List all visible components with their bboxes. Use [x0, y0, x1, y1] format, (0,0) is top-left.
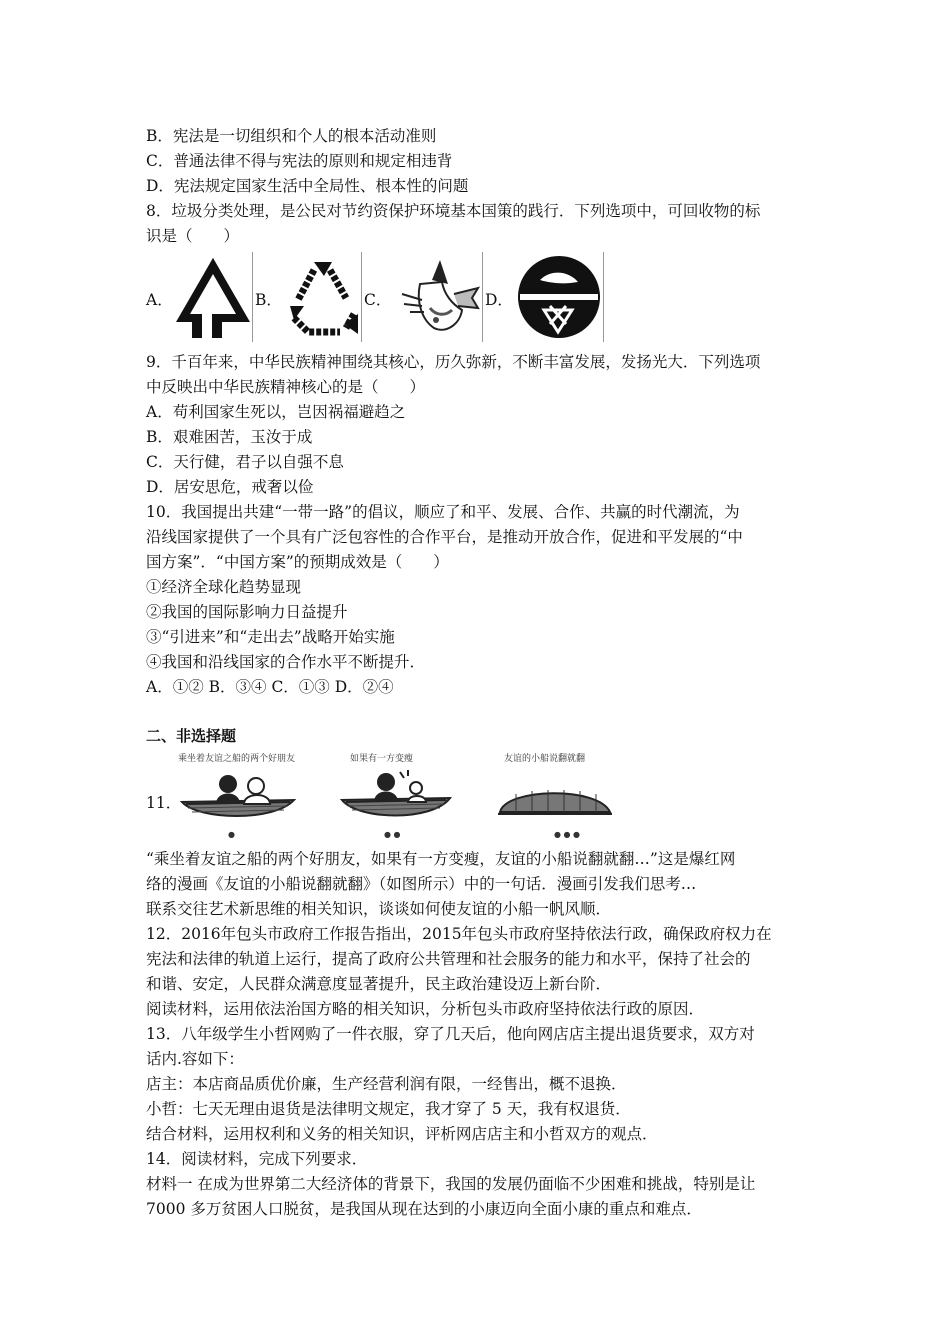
- q10-options: A．①② B．③④ C．①③ D．②④: [146, 678, 394, 696]
- q8-stem-line1: 8．垃圾分类处理，是公民对节约资保护环境基本国策的践行．下列选项中，可回收物的标: [146, 202, 761, 220]
- q14-line1: 14．阅读材料，完成下列要求．: [146, 1150, 368, 1168]
- q10-stem-line1: 10．我国提出共建“一带一路”的倡议，顺应了和平、发展、合作、共赢的时代潮流，为: [146, 503, 740, 521]
- cartoon-caption-1: 乘坐着友谊之船的两个好朋友: [178, 754, 296, 764]
- q12-line3: 和谐、安定，人民群众满意度显著提升，民主政治建设迈上新台阶．: [146, 975, 612, 993]
- cartoon-dots-1: ●: [228, 830, 235, 839]
- exam-page: [146, 124, 816, 1222]
- q9-option-c: C．天行健，君子以自强不息: [146, 453, 344, 471]
- q7-option-d: D．宪法规定国家生活中全局性、根本性的问题: [146, 177, 469, 195]
- divider-3: [482, 252, 483, 342]
- food-waste-icon: [392, 254, 484, 340]
- q13-line1: 13．八年级学生小哲网购了一件衣服，穿了几天后，他向网店店主提出退货要求，双方对: [146, 1025, 755, 1043]
- q9-option-a: A．苟利国家生死以，岂因祸福避趋之: [146, 403, 406, 421]
- q10-item-4: ④我国和沿线国家的合作水平不断提升．: [146, 653, 426, 671]
- q12-line4: 阅读材料，运用依法治国方略的相关知识，分析包头市政府坚持依法行政的原因．: [146, 1000, 705, 1018]
- boat-capsized-icon: [496, 764, 614, 826]
- q8-label-a: A．: [146, 291, 173, 309]
- q13-line3: 店主：本店商品质优价廉，生产经营利润有限，一经售出，概不退换．: [146, 1075, 627, 1093]
- cartoon-panel-3: [496, 751, 614, 839]
- q9-stem-line2: 中反映出中华民族精神核心的是（ ）: [146, 378, 426, 396]
- recycle-arrows-icon: [284, 254, 362, 340]
- cartoon-dots-3: ● ● ●: [554, 830, 581, 839]
- recycle-triangle-icon: [172, 254, 254, 340]
- q8-label-b: B．: [255, 291, 282, 309]
- cartoon-dots-2: ● ●: [384, 830, 401, 839]
- q9-option-d: D．居安思危，戒奢以俭: [146, 478, 314, 496]
- q11-cartoon: [146, 751, 816, 843]
- q12-line2: 宪法和法律的轨道上运行，提高了政府公共管理和社会服务的能力和水平，保持了社会的: [146, 950, 751, 968]
- hazard-circle-icon: [516, 254, 602, 340]
- section-title: 二、非选择题: [146, 727, 237, 745]
- q10-item-3: ③“引进来”和“走出去”战略开始实施: [146, 628, 395, 646]
- divider-1: [252, 252, 253, 342]
- divider-4: [603, 252, 604, 342]
- q13-line4: 小哲：七天无理由退货是法律明文规定，我才穿了 5 天，我有权退货．: [146, 1100, 631, 1118]
- q9-option-b: B．艰难困苦，玉汝于成: [146, 428, 313, 446]
- q11-text-line1: “乘坐着友谊之船的两个好朋友，如果有一方变瘦，友谊的小船说翻就翻…”这是爆红网: [146, 850, 736, 868]
- q10-item-2: ②我国的国际影响力日益提升: [146, 603, 348, 621]
- boat-tilt-icon: [338, 764, 454, 826]
- q10-stem-line2: 沿线国家提供了一个具有广泛包容性的合作平台，是推动开放合作，促进和平发展的“中: [146, 528, 743, 546]
- cartoon-panel-2: [338, 751, 454, 839]
- cartoon-caption-2: 如果有一方变瘦: [350, 754, 414, 764]
- q8-label-d: D．: [485, 291, 513, 309]
- boat-friends-icon: [178, 764, 298, 826]
- cartoon-panel-1: [178, 751, 298, 839]
- q10-item-1: ①经济全球化趋势显现: [146, 578, 302, 596]
- q11-number: 11．: [146, 794, 182, 812]
- divider-2: [361, 252, 362, 342]
- q7-option-b: B．宪法是一切组织和个人的根本活动准则: [146, 127, 437, 145]
- q13-line2: 话内.容如下：: [146, 1050, 244, 1068]
- q13-line5: 结合材料，运用权利和义务的相关知识，评析网店店主和小哲双方的观点．: [146, 1125, 658, 1143]
- q14-line2: 材料一 在成为世界第二大经济体的背景下，我国的发展仍面临不少困难和挑战，特别是让: [146, 1175, 756, 1193]
- q9-stem-line1: 9．千百年来，中华民族精神围绕其核心，历久弥新，不断丰富发展，发扬光大．下列选项: [146, 353, 761, 371]
- q11-text-line2: 络的漫画《友谊的小船说翻就翻》（如图所示）中的一句话．漫画引发我们思考…: [146, 875, 697, 893]
- q10-stem-line3: 国方案”．“中国方案”的预期成效是（ ）: [146, 553, 449, 571]
- q7-option-c: C．普通法律不得与宪法的原则和规定相违背: [146, 152, 453, 170]
- q8-stem-line2: 识是（ ）: [146, 227, 240, 245]
- cartoon-caption-3: 友谊的小船说翻就翻: [504, 754, 586, 764]
- q14-line3: 7000 多万贫困人口脱贫，是我国从现在达到的小康迈向全面小康的重点和难点．: [146, 1200, 702, 1218]
- q8-label-c: C．: [364, 291, 392, 309]
- q8-symbol-options: [146, 252, 816, 344]
- q11-text-line3: 联系交往艺术新思维的相关知识，谈谈如何使友谊的小船一帆风顺．: [146, 900, 612, 918]
- q12-line1: 12．2016年包头市政府工作报告指出，2015年包头市政府坚持依法行政，确保政府权力在: [146, 925, 772, 943]
